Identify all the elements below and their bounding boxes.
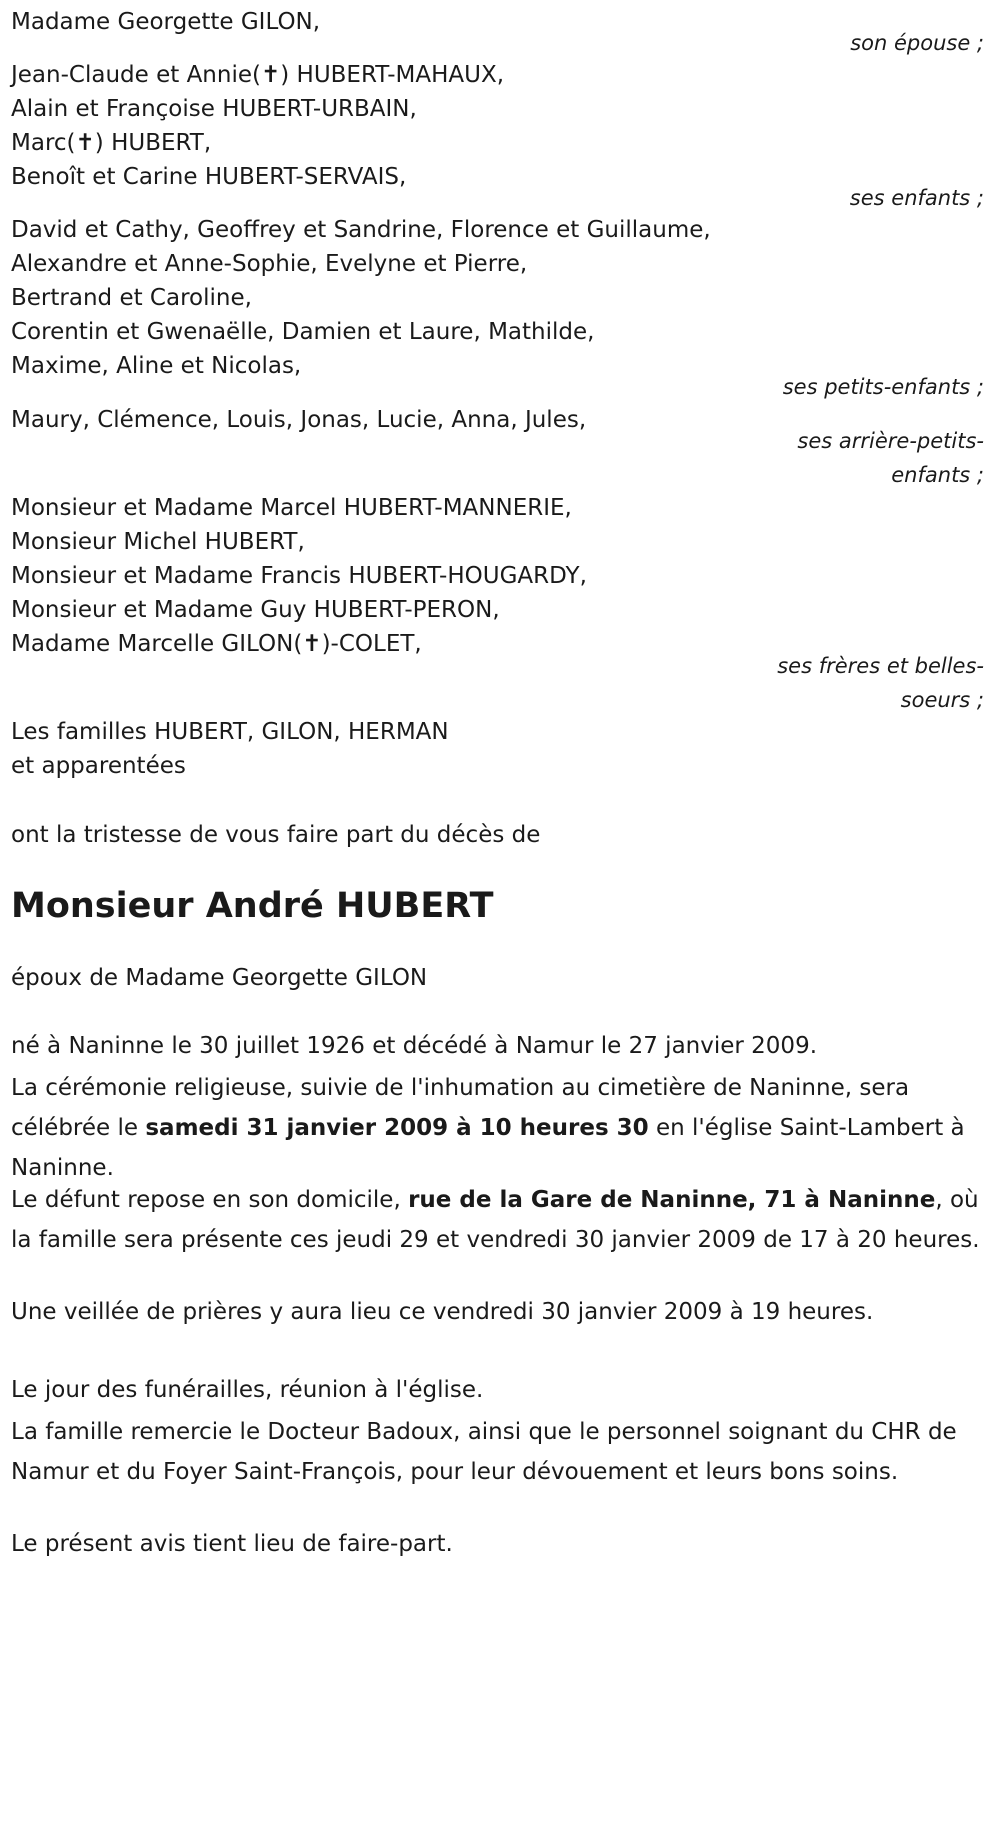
funeral-meeting: Le jour des funérailles, réunion à l'église. xyxy=(11,1377,484,1403)
deceased-name: Monsieur André HUBERT xyxy=(11,886,494,926)
grandchild-line: Corentin et Gwenaëlle, Damien et Laure, Mathilde, xyxy=(11,319,595,345)
child-line: Benoît et Carine HUBERT-SERVAIS, xyxy=(11,164,407,190)
thanks-paragraph: La famille remercie le Docteur Badoux, ainsi que le personnel soignant du CHR de Namur et du Foyer Saint-François, pour leur dévouement et leurs bons soins. xyxy=(11,1419,957,1485)
sibling-line: Monsieur et Madame Francis HUBERT-HOUGARDY, xyxy=(11,563,587,589)
great-grandchildren-role: ses arrière-petits- xyxy=(797,429,984,453)
grandchild-line: Alexandre et Anne-Sophie, Evelyne et Pierre, xyxy=(11,251,528,277)
ceremony-text: en l'église Saint-Lambert à Naninne. xyxy=(11,1115,965,1181)
grandchild-line: Maxime, Aline et Nicolas, xyxy=(11,353,302,379)
spouse-role: son épouse ; xyxy=(850,31,984,55)
ceremony-date: samedi 31 janvier 2009 à 10 heures 30 xyxy=(145,1115,649,1141)
closing-note: Le présent avis tient lieu de faire-part. xyxy=(11,1531,453,1557)
birth-death: né à Naninne le 30 juillet 1926 et décédé à Namur le 27 janvier 2009. xyxy=(11,1033,818,1059)
sibling-line: Monsieur et Madame Guy HUBERT-PERON, xyxy=(11,597,500,623)
grandchild-line: Bertrand et Caroline, xyxy=(11,285,252,311)
repose-text: , où la famille sera présente ces jeudi 29 et vendredi 30 janvier 2009 de 17 à 20 heures. xyxy=(11,1187,980,1253)
announcement: ont la tristesse de vous faire part du décès de xyxy=(11,822,541,848)
child-line: Alain et Françoise HUBERT-URBAIN, xyxy=(11,96,417,122)
families-line: Les familles HUBERT, GILON, HERMAN xyxy=(11,719,449,745)
vigil-paragraph: Une veillée de prières y aura lieu ce vendredi 30 janvier 2009 à 19 heures. xyxy=(11,1299,874,1325)
grandchild-line: David et Cathy, Geoffrey et Sandrine, Florence et Guillaume, xyxy=(11,217,711,243)
husband-of: époux de Madame Georgette GILON xyxy=(11,965,428,991)
siblings-role: soeurs ; xyxy=(900,688,984,712)
ceremony-text: La cérémonie religieuse, suivie de l'inhumation au cimetière de Naninne, sera célébrée le xyxy=(11,1075,910,1141)
ceremony-paragraph xyxy=(11,1068,986,1188)
great-grandchildren-role: enfants ; xyxy=(891,463,984,487)
children-role: ses enfants ; xyxy=(849,186,984,210)
grandchildren-role: ses petits-enfants ; xyxy=(782,375,984,399)
spouse-name: Madame Georgette GILON, xyxy=(11,9,321,35)
sibling-line: Monsieur et Madame Marcel HUBERT-MANNERIE, xyxy=(11,495,572,521)
sibling-line: Madame Marcelle GILON(✝)-COLET, xyxy=(11,631,422,657)
great-grandchildren-line: Maury, Clémence, Louis, Jonas, Lucie, Anna, Jules, xyxy=(11,407,587,433)
repose-paragraph xyxy=(11,1180,986,1260)
families-line: et apparentées xyxy=(11,753,186,779)
siblings-role: ses frères et belles- xyxy=(777,654,984,678)
repose-address: rue de la Gare de Naninne, 71 à Naninne xyxy=(408,1187,936,1213)
child-line: Marc(✝) HUBERT, xyxy=(11,130,212,156)
child-line: Jean-Claude et Annie(✝) HUBERT-MAHAUX, xyxy=(11,62,505,88)
repose-text: Le défunt repose en son domicile, xyxy=(11,1187,409,1213)
sibling-line: Monsieur Michel HUBERT, xyxy=(11,529,305,555)
